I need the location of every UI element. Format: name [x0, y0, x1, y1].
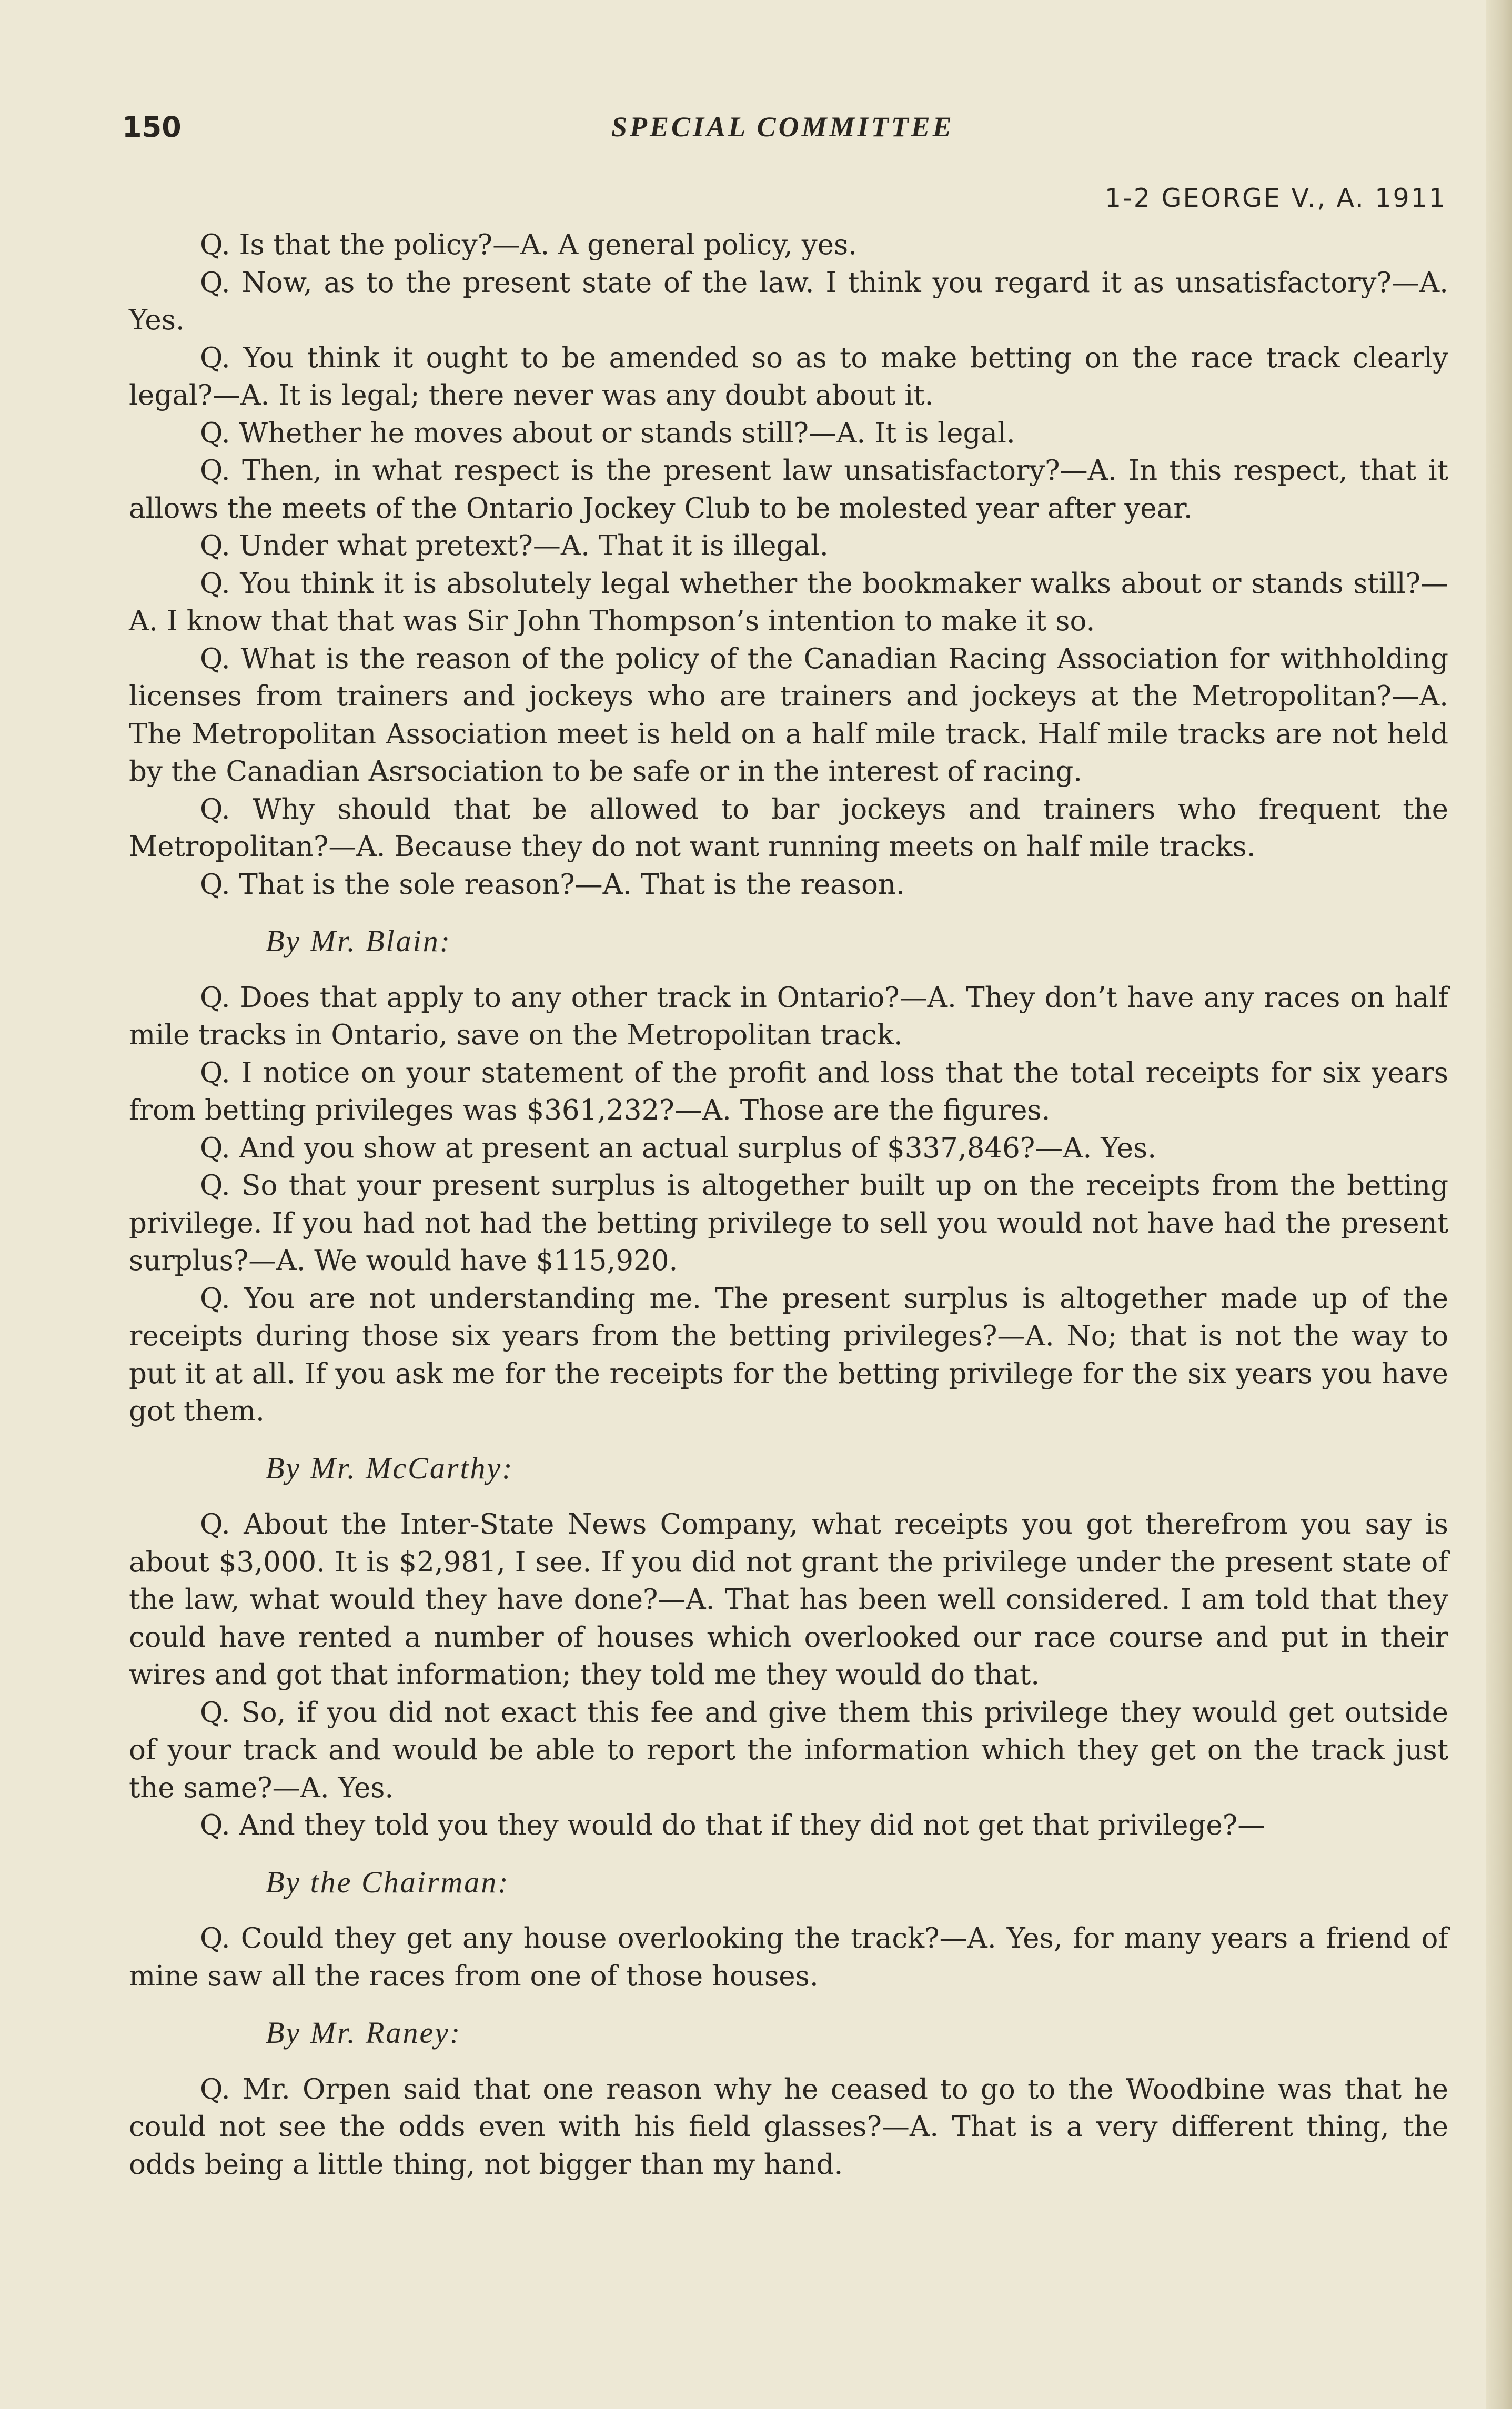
paragraph: Q. You think it is absolutely legal whether the bookmaker walks about or stands still?—A. I know that that was Sir John Thompson’s intention to make it so. — [129, 567, 1448, 637]
paragraph: Q. I notice on your statement of the profit and loss that the total receipts for six years from betting privileges was $361,232?—A. Those are the figures. — [129, 1056, 1448, 1126]
paragraph: Q. Why should that be allowed to bar jockeys and trainers who frequent the Metropolitan?—A. Because they do not want running meets on half mile tracks. — [129, 793, 1448, 863]
paragraph: Q. And they told you they would do that if they did not get that privilege?— — [200, 1809, 1266, 1841]
examiner-heading: By the Chairman: — [266, 1864, 510, 1899]
paragraph: Q. Then, in what respect is the present law unsatisfactory?—A. In this respect, that it allows the meets of the Ontario Jockey Club to be molested year after year. — [129, 455, 1448, 525]
paragraph: Q. Does that apply to any other track in Ontario?—A. They don’t have any races on half mile tracks in Ontario, save on the Metropolitan track. — [129, 981, 1448, 1051]
testimony-text — [129, 226, 1448, 2183]
paragraph: Q. About the Inter-State News Company, what receipts you got therefrom you say is about $3,000. It is $2,981, I see. If you did not grant the privilege under the present state of the law, what would they have done?—A. That has been well considered. I am told that they could have rented a number of houses which overlooked our race course and put in their wires and got that information; they told me they would do that. — [129, 1508, 1448, 1691]
page-header — [122, 110, 1453, 158]
paragraph: Q. Now, as to the present state of the law. I think you regard it as unsatisfactory?—A. Yes. — [129, 266, 1448, 336]
paragraph: Q. Under what pretext?—A. That it is illegal. — [200, 530, 829, 562]
paragraph: Q. That is the sole reason?—A. That is the reason. — [200, 868, 905, 901]
page-number: 150 — [122, 110, 182, 144]
paragraph: Q. So that your present surplus is altogether built up on the receipts from the betting privilege. If you had not had the betting privilege to sell you would not have had the present surplus?—A. We would have $115,920. — [129, 1170, 1448, 1277]
paragraph: Q. Is that the policy?—A. A general policy, yes. — [200, 229, 858, 261]
running-head: SPECIAL COMMITTEE — [611, 111, 954, 143]
paragraph: Q. Mr. Orpen said that one reason why he ceased to go to the Woodbine was that he could not see the odds even with his field glasses?—A. That is a very different thing, the odds being a little thing, not bigger than my hand. — [129, 2073, 1448, 2181]
examiner-heading: By Mr. Raney: — [266, 2015, 462, 2050]
paragraph: Q. Whether he moves about or stands still?—A. It is legal. — [200, 417, 1015, 449]
examiner-heading: By Mr. McCarthy: — [266, 1450, 514, 1485]
page-edge-shadow — [1486, 0, 1512, 2409]
paragraph: Q. You are not understanding me. The present surplus is altogether made up of the receipts during those six years from the betting privileges?—A. No; that is not the way to put it at all. If you ask me for the receipts for the betting privilege for the six years you have got them. — [129, 1282, 1448, 1427]
paragraph: Q. You think it ought to be amended so as to make betting on the race track clearly legal?—A. It is legal; there never was any doubt about it. — [129, 341, 1448, 411]
paragraph: Q. And you show at present an actual surplus of $337,846?—A. Yes. — [200, 1132, 1157, 1164]
paragraph: Q. What is the reason of the policy of the Canadian Racing Association for withholding licenses from trainers and jockeys who are trainers and jockeys at the Metropolitan?—A. The Metropolitan Association meet is held on a half mile track. Half mile tracks are not held by the Canadian Asrsociation to be safe or in the interest of racing. — [129, 642, 1448, 788]
paragraph: Q. Could they get any house overlooking the track?—A. Yes, for many years a friend of mine saw all the races from one of those houses. — [129, 1922, 1448, 1992]
paragraph: Q. So, if you did not exact this fee and give them this privilege they would get outside of your track and would be able to report the information which they get on the track just the same?—A. Yes. — [129, 1696, 1448, 1804]
examiner-heading: By Mr. Blain: — [266, 924, 452, 958]
session-line: 1-2 GEORGE V., A. 1911 — [1104, 183, 1447, 213]
